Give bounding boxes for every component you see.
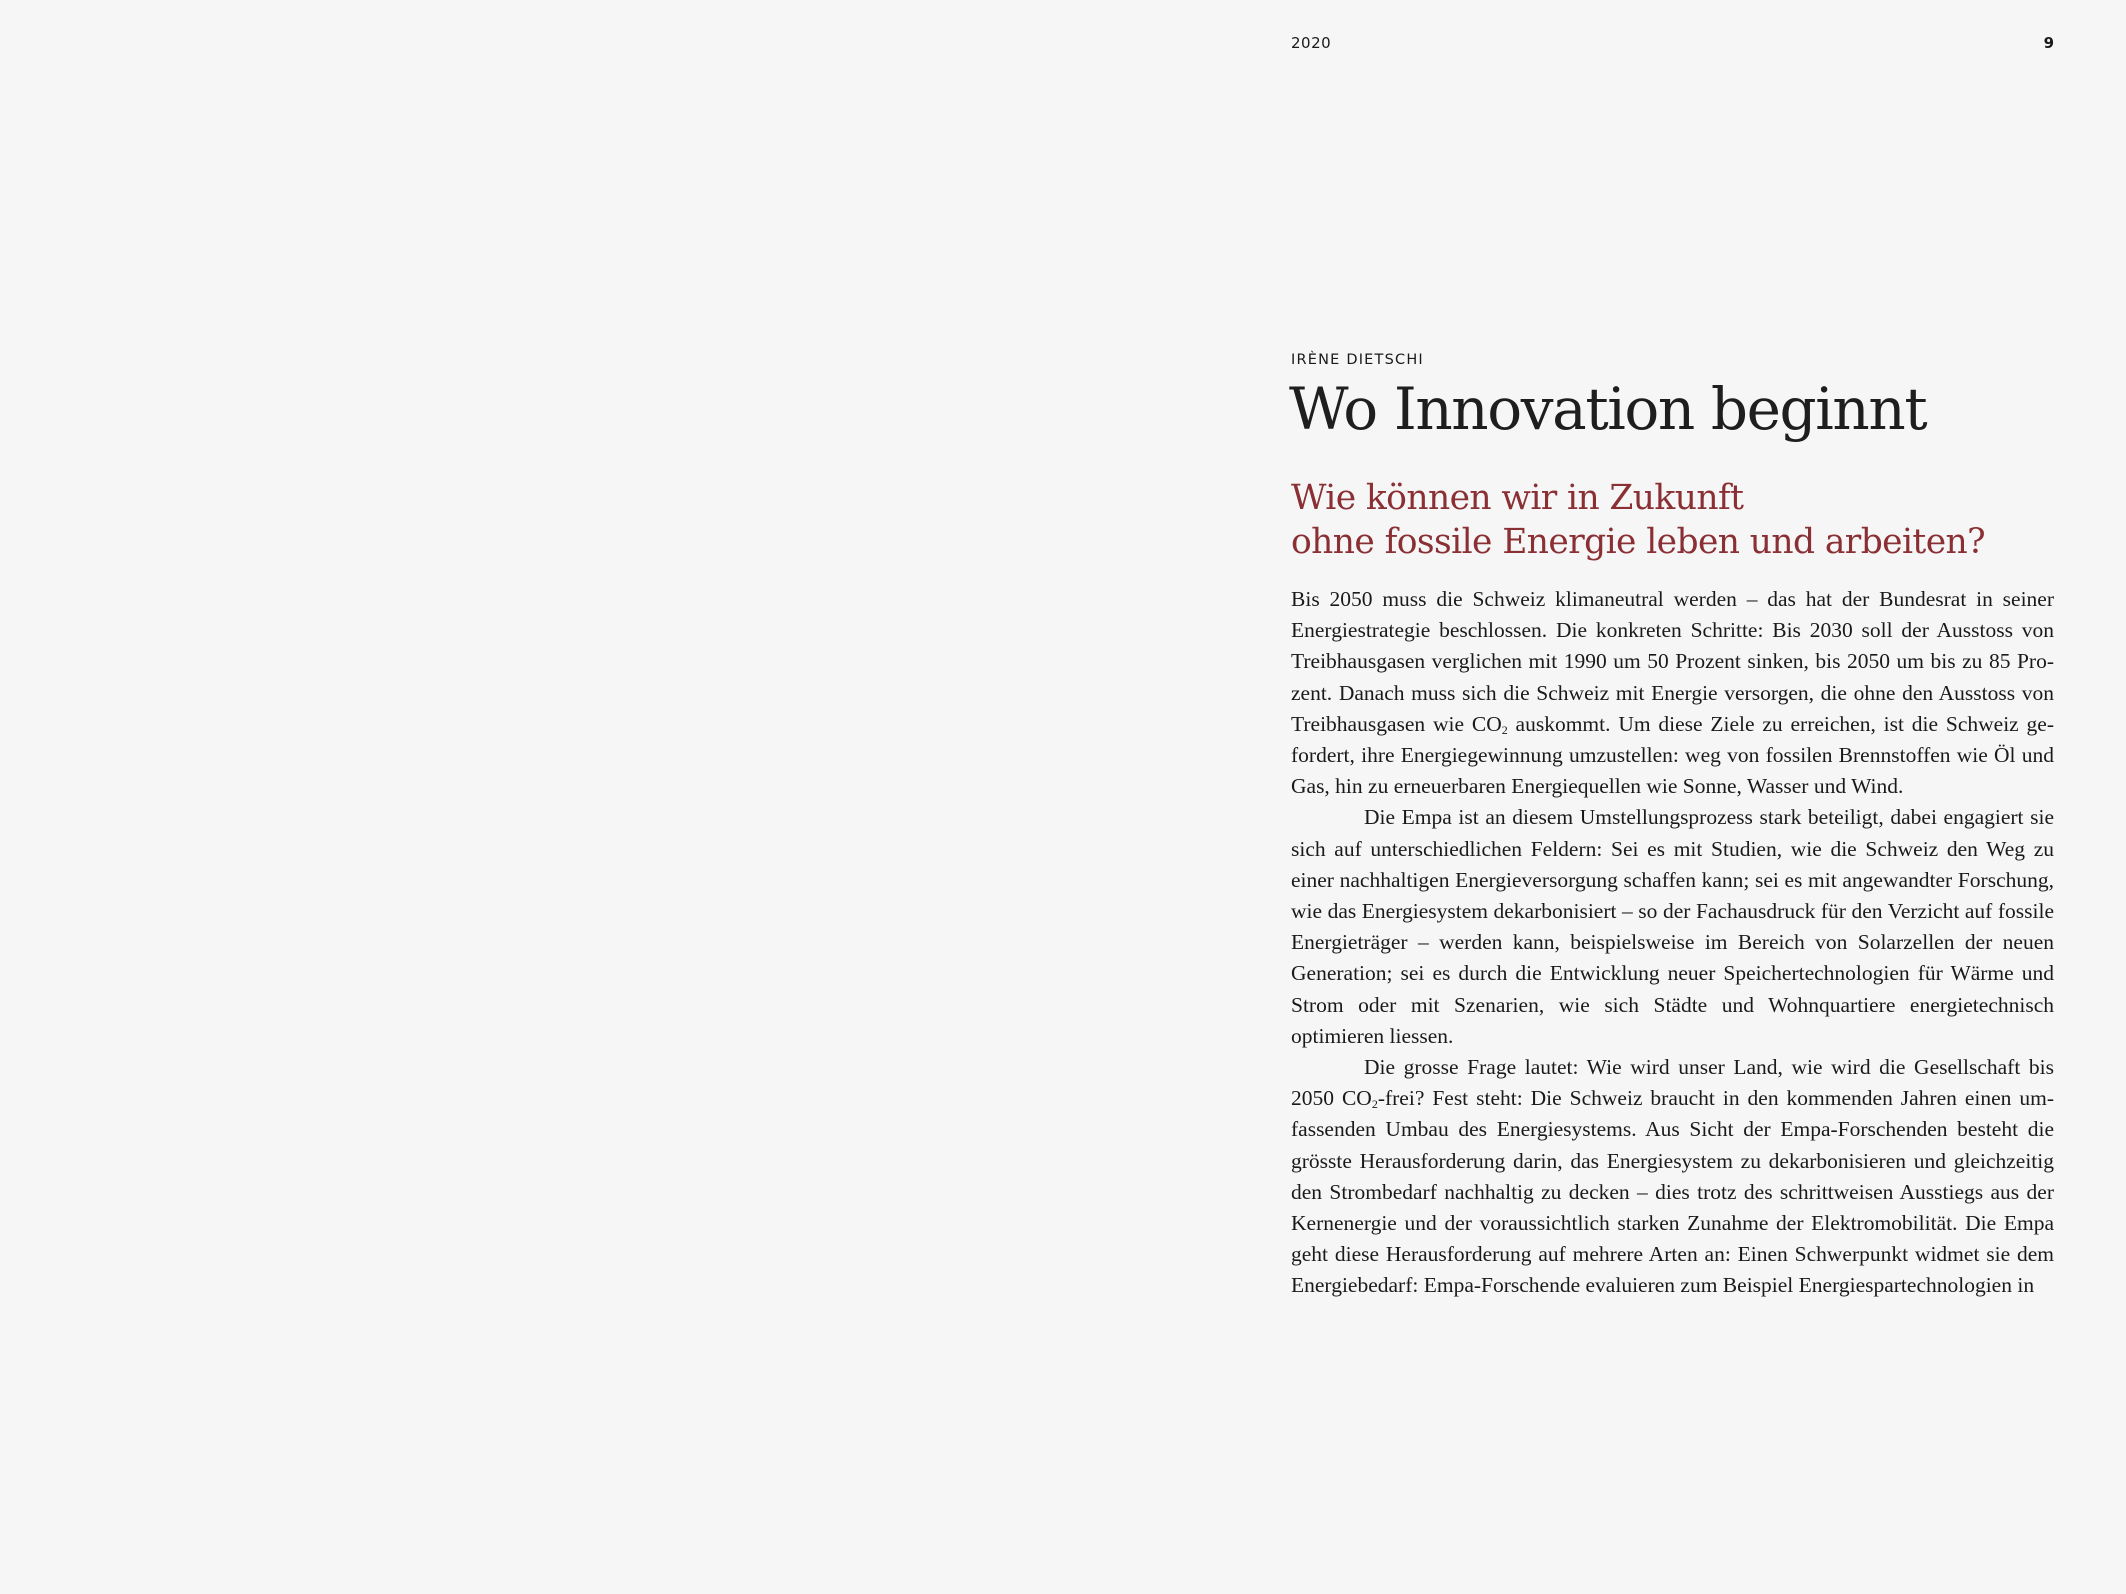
p3-subscript: 2 — [1371, 1097, 1378, 1112]
header-year: 2020 — [1291, 34, 1332, 52]
body-paragraph-1 — [1291, 584, 2054, 802]
p1-subscript: 2 — [1501, 722, 1508, 737]
article-body — [1291, 584, 2054, 1302]
article-column — [1291, 350, 2054, 1302]
article-subtitle — [1291, 476, 2054, 564]
page-number: 9 — [2043, 34, 2054, 52]
article-author: IRÈNE DIETSCHI — [1291, 352, 1424, 368]
p3-text-a: Die grosse Frage lautet: Wie wird unser Land, wie wird die Gesellschaft bis 2050 CO — [1291, 1055, 2054, 1111]
subtitle-line-2: ohne fossile Energie leben und arbeiten? — [1291, 522, 1986, 562]
body-paragraph-2: Die Empa ist an diesem Umstellungsprozess stark beteiligt, dabei engagiert sie sich auf unterschiedlichen Feldern: Sei es mit Studien, wie die Schweiz den Weg zu einer nachhaltigen Energieversorgung schaffen kann; sei es mit angewandter Forschung, wie das Energiesystem dekarbonisiert – so der Fachausdruck für den Verzicht auf fossile Energieträger – werden kann, beispielsweise im Bereich von Solarzellen der neuen Generation; sei es durch die Entwicklung neuer Speichertechnologien für Wärme und Strom oder mit Szenarien, wie sich Städte und Wohnquartiere energietechnisch optimieren liessen. — [1291, 805, 2054, 1048]
article-title: Wo Innovation beginnt — [1289, 375, 1927, 443]
p3-text-b: -frei? Fest steht: Die Schweiz braucht in den kommenden Jahren einen umfassenden Umbau des Energiesystems. Aus Sicht der Empa-Forschenden besteht die grösste Herausforderung darin, das Energiesystem zu dekarbonisieren und gleichzeitig den Strombedarf nachhaltig zu decken – dies trotz des schrittweisen Ausstiegs aus der Kernenergie und der voraussichtlich starken Zunahme der Elektromobilität. Die Empa geht diese Herausforderung auf mehrere Arten an: Einen Schwerpunkt widmet sie dem Energiebedarf: Empa-Forschende evaluieren zum Beispiel Energiespartechnologien in — [1291, 1086, 2054, 1298]
p1-text-a: Bis 2050 muss die Schweiz klimaneutral werden – das hat der Bundesrat in seiner Energiestrategie beschlossen. Die konkreten Schritte: Bis 2030 soll der Ausstoss von Treibhausgasen verglichen mit 1990 um 50 Prozent sinken, bis 2050 um bis zu 85 Prozent. Danach muss sich die Schweiz mit Energie versorgen, die ohne den Ausstoss von Treibhausgasen wie CO — [1291, 587, 2054, 736]
p1-text-b: auskommt. Um diese Ziele zu erreichen, ist die Schweiz gefordert, ihre Energiegewinnung umzustellen: weg von fossilen Brennstoffen wie Öl und Gas, hin zu erneuerbaren Energiequellen wie Sonne, Wasser und Wind. — [1291, 711, 2054, 799]
body-paragraph-3 — [1291, 1052, 2054, 1302]
subtitle-line-1: Wie können wir in Zukunft — [1291, 478, 1744, 518]
